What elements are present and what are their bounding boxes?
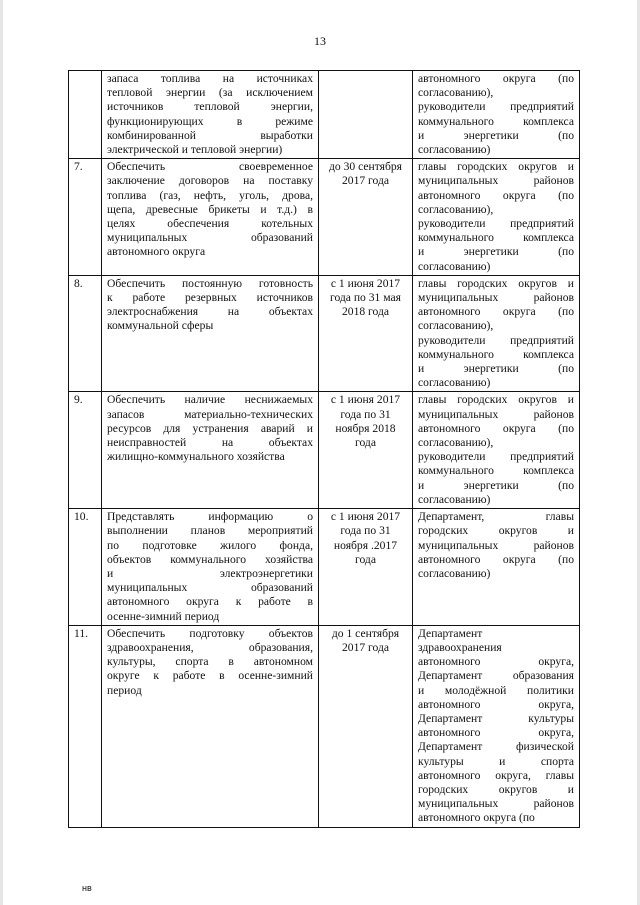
responsible-text-line: согласованию) bbox=[418, 376, 491, 390]
measure-text-line: топлива (газ, нефть, уголь, дрова, bbox=[107, 188, 313, 202]
responsible-text-line: согласованию), bbox=[418, 319, 494, 333]
measure-text-line: запаса топлива на источниках bbox=[107, 72, 313, 85]
row-number bbox=[69, 71, 102, 159]
responsible-text-line: руководители предприятий bbox=[418, 100, 574, 114]
deadline-text-line: года по 31 bbox=[340, 524, 391, 538]
deadline-text bbox=[319, 275, 413, 392]
deadline-text-line: ноября .2017 bbox=[333, 538, 398, 552]
row-number: 9. bbox=[69, 392, 102, 509]
measure-text-line: Обеспечить наличие неснижаемых bbox=[107, 393, 313, 407]
table-row bbox=[69, 392, 580, 509]
responsible-text-line: руководители предприятий bbox=[418, 333, 574, 347]
measure-text-line: жилищно-коммунального хозяйства bbox=[107, 450, 285, 464]
responsible-text-line: автономного округа (по bbox=[418, 188, 574, 202]
deadline-text bbox=[319, 159, 413, 276]
deadline-text-line: года bbox=[355, 436, 376, 450]
measure-text-line: источников тепловой энергии, bbox=[107, 100, 313, 114]
row-number: 8. bbox=[69, 275, 102, 392]
responsible-text-line: автономного округа, bbox=[418, 655, 574, 669]
measure-text-line: автономного округа bbox=[107, 245, 206, 259]
responsible-text-line: и энергетики (по bbox=[418, 245, 574, 259]
measure-text-line: по подготовке жилого фонда, bbox=[107, 538, 313, 552]
table-row bbox=[69, 625, 580, 827]
measure-text-line: осенне-зимний период bbox=[107, 609, 220, 623]
deadline-text-line: ноября 2018 bbox=[335, 421, 396, 435]
deadline-text-line: с 1 июня 2017 bbox=[330, 510, 401, 524]
table-row bbox=[69, 275, 580, 392]
measure-text bbox=[102, 625, 319, 827]
responsible-text-line: и молодёжной политики bbox=[418, 683, 574, 697]
responsible-text-line: автономного округа, bbox=[418, 697, 574, 711]
responsible-text-line: автономного округа (по bbox=[418, 421, 574, 435]
responsible-text bbox=[413, 71, 580, 159]
table-row bbox=[69, 159, 580, 276]
measure-text-line: заключение договоров на поставку bbox=[107, 174, 313, 188]
responsible-text-line: автономного округа (по bbox=[418, 552, 574, 566]
measure-text bbox=[102, 392, 319, 509]
responsible-text bbox=[413, 625, 580, 827]
measure-text bbox=[102, 71, 319, 159]
deadline-text-line: года bbox=[355, 552, 376, 566]
measure-text-line: функционирующих в режиме bbox=[107, 114, 313, 128]
measure-text-line: комбинированной выработки bbox=[107, 128, 313, 142]
deadline-text-line: года по 31 мая bbox=[329, 291, 401, 305]
responsible-text-line: муниципальных районов bbox=[418, 538, 574, 552]
row-number: 7. bbox=[69, 159, 102, 276]
deadline-text-line: года по 31 bbox=[340, 407, 391, 421]
measure-text-line: выполнении планов мероприятий bbox=[107, 524, 313, 538]
deadline-text bbox=[319, 625, 413, 827]
page-number: 13 bbox=[314, 34, 326, 48]
deadline-text bbox=[319, 71, 413, 159]
measure-text-line: муниципальных образований bbox=[107, 231, 313, 245]
measure-text-line: культуры, спорта в автономном bbox=[107, 655, 313, 669]
measure-text-line: здравоохранения, образования, bbox=[107, 640, 313, 654]
responsible-text-line: автономного округа (по bbox=[418, 72, 574, 85]
responsible-text-line: культуры и спорта bbox=[418, 754, 574, 768]
measure-text-line: период bbox=[107, 683, 142, 697]
responsible-text-line: согласованию) bbox=[418, 566, 491, 580]
measure-text-line: муниципальных образований bbox=[107, 581, 313, 595]
deadline-text bbox=[319, 509, 413, 626]
responsible-text bbox=[413, 509, 580, 626]
responsible-text-line: автономного округа, bbox=[418, 726, 574, 740]
measure-text-line: объектов коммунального хозяйства bbox=[107, 552, 313, 566]
responsible-text-line: главы городских округов и bbox=[418, 393, 574, 407]
responsible-text-line: согласованию), bbox=[418, 436, 494, 450]
measure-text bbox=[102, 159, 319, 276]
table-row bbox=[69, 71, 580, 159]
responsible-text-line: муниципальных районов bbox=[418, 797, 574, 811]
responsible-text-line: главы городских округов и bbox=[418, 276, 574, 290]
responsible-text-line: муниципальных районов bbox=[418, 174, 574, 188]
measure-text-line: Обеспечить своевременное bbox=[107, 160, 313, 174]
responsible-text-line: здравоохранения bbox=[418, 640, 502, 654]
measure-text-line: запасов материально-технических bbox=[107, 407, 313, 421]
measure-text-line: Представлять информацию о bbox=[107, 510, 313, 524]
deadline-text-line: до 30 сентября bbox=[329, 160, 402, 174]
deadline-text bbox=[319, 392, 413, 509]
measure-text-line: округе к работе в осенне-зимний bbox=[107, 669, 313, 683]
measure-text-line: к работе резервных источников bbox=[107, 291, 313, 305]
responsible-text-line: коммунального комплекса bbox=[418, 231, 574, 245]
responsible-text-line: и энергетики (по bbox=[418, 478, 574, 492]
measure-text-line: электрической и тепловой энергии) bbox=[107, 143, 283, 157]
responsible-text-line: муниципальных районов bbox=[418, 291, 574, 305]
responsible-text-line: городских округов и bbox=[418, 782, 574, 796]
measures-table-body bbox=[69, 71, 580, 828]
responsible-text-line: автономного округа, главы bbox=[418, 768, 574, 782]
responsible-text-line: автономного округа (по bbox=[418, 305, 574, 319]
responsible-text-line: коммунального комплекса bbox=[418, 347, 574, 361]
responsible-text-line: руководители предприятий bbox=[418, 217, 574, 231]
responsible-text-line: руководители предприятий bbox=[418, 450, 574, 464]
responsible-text-line: коммунального комплекса bbox=[418, 114, 574, 128]
measure-text-line: ресурсов для устранения аварий и bbox=[107, 421, 313, 435]
responsible-text-line: согласованию) bbox=[418, 259, 491, 273]
measure-text-line: целях обеспечения котельных bbox=[107, 217, 313, 231]
measure-text-line: коммунальной сферы bbox=[107, 319, 214, 333]
measure-text-line: щепа, древесные брикеты и т.д.) в bbox=[107, 202, 313, 216]
measure-text-line: электроснабжения на объектах bbox=[107, 305, 313, 319]
deadline-text-line: с 1 июня 2017 bbox=[330, 393, 401, 407]
measures-table bbox=[68, 70, 580, 828]
measure-text-line: Обеспечить постоянную готовность bbox=[107, 276, 313, 290]
measure-text-line: и электроэнергетики bbox=[107, 566, 313, 580]
deadline-text-line: 2018 года bbox=[341, 305, 390, 319]
responsible-text-line: главы городских округов и bbox=[418, 160, 574, 174]
responsible-text-line: коммунального комплекса bbox=[418, 464, 574, 478]
deadline-text-line: с 1 июня 2017 bbox=[330, 276, 401, 290]
table-row bbox=[69, 509, 580, 626]
responsible-text bbox=[413, 392, 580, 509]
measure-text-line: Обеспечить подготовку объектов bbox=[107, 626, 313, 640]
responsible-text-line: и энергетики (по bbox=[418, 362, 574, 376]
row-number: 10. bbox=[69, 509, 102, 626]
responsible-text-line: Департамент bbox=[418, 626, 483, 640]
responsible-text-line: и энергетики (по bbox=[418, 128, 574, 142]
measure-text bbox=[102, 509, 319, 626]
responsible-text-line: муниципальных районов bbox=[418, 407, 574, 421]
responsible-text-line: Департамент физической bbox=[418, 740, 574, 754]
responsible-text-line: согласованию) bbox=[418, 492, 491, 506]
responsible-text-line: согласованию) bbox=[418, 143, 491, 157]
responsible-text-line: Департамент образования bbox=[418, 669, 574, 683]
deadline-text-line: до 1 сентября bbox=[331, 626, 400, 640]
footer-mark: нв bbox=[82, 883, 92, 893]
row-number: 11. bbox=[69, 625, 102, 827]
deadline-text-line: 2017 года bbox=[341, 640, 390, 654]
responsible-text-line: автономного округа (по bbox=[418, 811, 535, 825]
scan-edge-left bbox=[0, 0, 3, 905]
measure-text-line: автономного округа к работе в bbox=[107, 595, 313, 609]
responsible-text-line: Департамент, главы bbox=[418, 510, 574, 524]
responsible-text-line: согласованию), bbox=[418, 202, 494, 216]
responsible-text bbox=[413, 159, 580, 276]
responsible-text-line: городских округов и bbox=[418, 524, 574, 538]
measure-text-line: неисправностей на объектах bbox=[107, 436, 313, 450]
deadline-text-line: 2017 года bbox=[341, 174, 390, 188]
measure-text bbox=[102, 275, 319, 392]
measure-text-line: тепловой энергии (за исключением bbox=[107, 86, 313, 100]
responsible-text bbox=[413, 275, 580, 392]
responsible-text-line: Департамент культуры bbox=[418, 711, 574, 725]
responsible-text-line: согласованию), bbox=[418, 86, 494, 100]
